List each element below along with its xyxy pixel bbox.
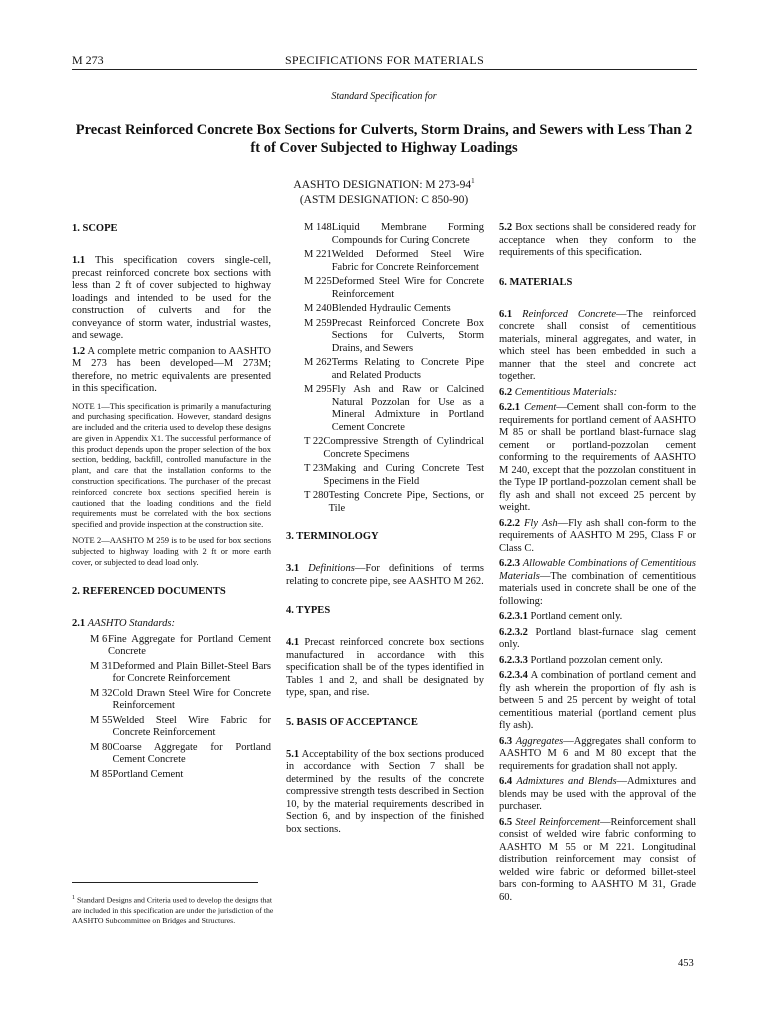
reference-item: M 6 Fine Aggregate for Portland Cement Concrete xyxy=(90,633,271,658)
footnote-mark: 1 xyxy=(471,177,475,185)
paragraph-6-2: 6.2 Cementitious Materials: xyxy=(499,386,618,398)
paragraph-1-2: 1.2 A complete metric companion to AASHTO M 273 has been developed—M 273M; therefore, no metric equivalents are presented in this specification. xyxy=(72,345,271,394)
paragraph-6-3: 6.3 Aggregates—Aggregates shall conform to AASHTO M 6 and M 80 except that the requirements for gradation shall not apply. xyxy=(499,735,696,772)
paragraph-6-2-3-2: 6.2.3.2 Portland blast-furnace slag cement only. xyxy=(499,626,696,650)
reference-item: T 22 Compressive Strength of Cylindrical Concrete Specimens xyxy=(304,436,484,460)
paragraph-4-1: 4.1 Precast reinforced concrete box sections manufactured in accordance with this specification shall be of the types identified in Tables 1 and 2, and shall be designated by type, span, and rise. xyxy=(286,637,485,698)
document-title: Precast Reinforced Concrete Box Sections for Culverts, Storm Drains, and Sewers with Less Than 2 ft of Cover Subjected to Highway Loadings xyxy=(75,122,693,156)
standard-spec-label: Standard Specification for xyxy=(331,91,437,102)
paragraph-6-4: 6.4 Admixtures and Blends—Admixtures and blends may be used with the approval of the purchaser. xyxy=(499,776,696,812)
paragraph-3-1: 3.1 Definitions—For definitions of terms relating to concrete pipe, see AASHTO M 262. xyxy=(286,563,484,587)
note-1: NOTE 1—This specification is primarily a manufacturing and purchasing specification. However, standard designs are included and the criteria used to develop these designs are given in Appendix X1. The successful performance of this product depends upon the proper selection of the box section, bedding, backfill, controlled manufacture in the plant, and care that the installation conforms to the construction specifications. The purchaser of the precast reinforced concrete box sections specified herein is cautioned that the loading conditions and the field requirements must be correlated with the box sections specified and provide inspection at the construction site. xyxy=(72,400,271,530)
header-spec-code: M 273 xyxy=(72,53,104,67)
note-2: NOTE 2—AASHTO M 259 is to be used for box sections subjected to highway loading with 2 ft or more earth cover, or subjected to dead load only. xyxy=(72,535,271,567)
reference-item: M 221 Welded Deformed Steel Wire Fabric for Concrete Reinforcement xyxy=(304,249,484,273)
reference-item: M 262 Terms Relating to Concrete Pipe and Related Products xyxy=(304,357,484,381)
designation-block xyxy=(0,174,768,208)
paragraph-6-2-2: 6.2.2 Fly Ash—Fly ash shall con-form to the requirements of AASHTO M 295, Class F or Class C. xyxy=(499,517,696,554)
paragraph-6-2-3-3: 6.2.3.3 Portland pozzolan cement only. xyxy=(499,654,663,666)
footnote-rule xyxy=(72,882,258,883)
reference-item: M 85 Portland Cement xyxy=(90,768,184,780)
reference-item: M 148 Liquid Membrane Forming Compounds for Curing Concrete xyxy=(304,222,484,246)
reference-item: M 31 Deformed and Plain Billet-Steel Bars for Concrete Reinforcement xyxy=(90,660,271,685)
page-number: 453 xyxy=(678,958,694,969)
paragraph-6-2-1: 6.2.1 Cement—Cement shall con-form to the requirements for portland cement of AASHTO M 85 or shall be portland blast-furnace slag cement or portland-pozzolan cement conforming to the requirements of AASHTO M 240, except that the pozzolan constituent in the Type IP portland-pozzolan cement shall be fly ash and shall not exceed 25 percent by weight. xyxy=(499,402,696,513)
paragraph-6-2-3: 6.2.3 Allowable Combinations of Cementitious Materials—The combination of cementitious materials used in concrete shall be one of the following: xyxy=(499,558,696,607)
reference-item: M 80 Coarse Aggregate for Portland Cement Concrete xyxy=(90,741,271,766)
reference-item: M 259 Precast Reinforced Concrete Box Sections for Culverts, Storm Drains, and Sewers xyxy=(304,317,484,354)
running-header xyxy=(72,53,697,70)
section-heading-materials: 6. MATERIALS xyxy=(499,276,573,288)
paragraph-6-1: 6.1 Reinforced Concrete—The reinforced concrete shall consist of cementitious materials, mineral aggregates, and water, in which steel has been embedded in such a manner that the steel and concrete act together. xyxy=(499,308,697,382)
astm-designation: (ASTM DESIGNATION: C 850-90) xyxy=(299,193,469,206)
section-heading-terminology: 3. TERMINOLOGY xyxy=(286,531,379,542)
reference-item: T 280 Testing Concrete Pipe, Sections, or Tile xyxy=(304,490,484,514)
reference-item: M 295 Fly Ash and Raw or Calcined Natural Pozzolan for Use as a Mineral Admixture in Portland Cement Concrete xyxy=(304,384,484,433)
reference-item: M 55 Welded Steel Wire Fabric for Concrete Reinforcement xyxy=(90,714,271,739)
reference-item: M 225 Deformed Steel Wire for Concrete Reinforcement xyxy=(304,276,484,300)
section-heading-types: 4. TYPES xyxy=(286,605,331,616)
column-left xyxy=(72,222,271,783)
paragraph-5-1: 5.1 Acceptability of the box sections produced in accordance with Section 7 shall be determined by the results of the concrete compressive strength tests described in Section 10, by the material requirements described in Section 6, and by inspection of the finished box sections. xyxy=(286,748,485,835)
section-heading-referenced-documents: 2. REFERENCED DOCUMENTS xyxy=(72,586,226,598)
paragraph-6-5: 6.5 Steel Reinforcement—Reinforcement shall consist of welded wire fabric conforming to AASHTO M 55 or M 221. Longitudinal distribution reinforcement may consist of welded wire fabric or deformed billet-steel bars con-forming to AASHTO M 31, Grade 60. xyxy=(499,816,696,903)
reference-item: M 32 Cold Drawn Steel Wire for Concrete Reinforcement xyxy=(90,687,271,712)
paragraph-5-2: 5.2 Box sections shall be considered ready for acceptance when they conform to the requirements of this specification. xyxy=(499,222,696,258)
header-title: SPECIFICATIONS FOR MATERIALS xyxy=(284,53,485,67)
footnote: $^1$ Standard Designs and Criteria used to develop the designs that are included in this specification are under the jurisdiction of the AASHTO Subcommittee on Bridges and Structures. xyxy=(72,895,274,925)
column-right xyxy=(499,222,696,907)
aashto-designation: AASHTO DESIGNATION: M $273-94^1$ xyxy=(293,177,475,191)
paragraph-1-1: 1.1 This specification covers single-cell, precast reinforced concrete box sections with less than 2 ft of cover subjected to highway loadings and intended to be used for the construction of culverts and for the conveyance of storm water, industrial wastes, and sewage. xyxy=(72,255,271,341)
reference-item: M 240 Blended Hydraulic Cements xyxy=(304,303,451,314)
column-middle xyxy=(286,222,484,839)
paragraph-6-2-3-4: 6.2.3.4 A combination of portland cement and fly ash wherein the proportion of fly ash is between 5 and 25 percent by weight of total cementitious material (portland cement plus fly ash). xyxy=(499,670,697,731)
reference-item: T 23 Making and Curing Concrete Test Specimens in the Field xyxy=(304,463,484,487)
paragraph-2-1: 2.1 AASHTO Standards: xyxy=(72,618,175,630)
paragraph-6-2-3-1: 6.2.3.1 Portland cement only. xyxy=(499,611,623,622)
section-heading-scope: 1. SCOPE xyxy=(72,223,118,234)
section-heading-basis-of-acceptance: 5. BASIS OF ACCEPTANCE xyxy=(286,716,418,728)
